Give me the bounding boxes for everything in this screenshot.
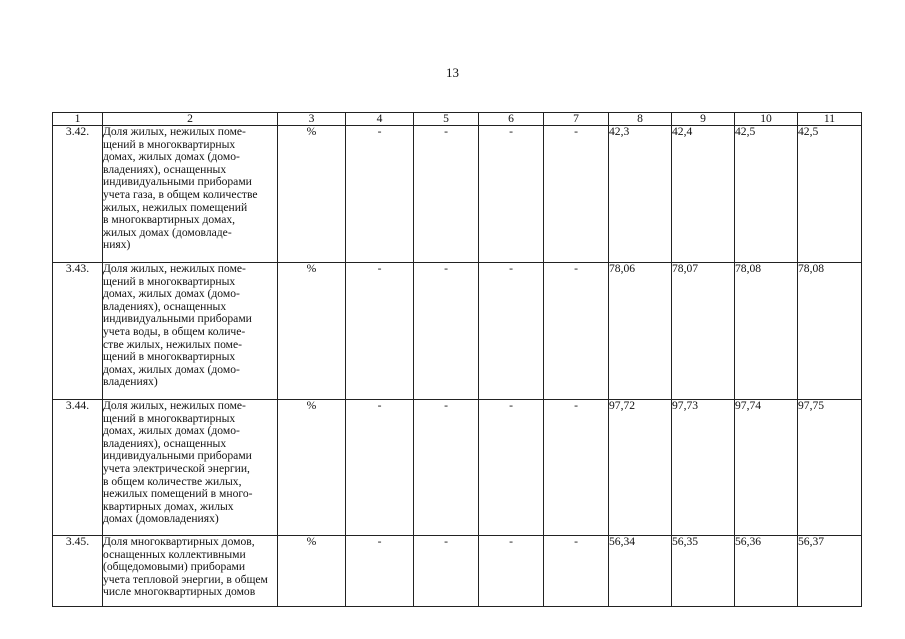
value-cell: 42,4	[672, 126, 735, 263]
indicator-name-line: учета газа, в общем количестве	[103, 187, 258, 201]
value-cell: -	[479, 400, 544, 536]
column-header: 6	[479, 113, 544, 126]
indicator-name-line: квартирных домах, жилых	[103, 499, 234, 513]
value-cell: 56,34	[609, 536, 672, 607]
page-number: 13	[446, 65, 459, 80]
column-header: 4	[346, 113, 414, 126]
indicator-name-line: домах, жилых домах (домо-	[103, 287, 240, 301]
value-cell: 42,3	[609, 126, 672, 263]
indicator-name-line: ниях)	[103, 238, 131, 252]
value-cell: -	[479, 263, 544, 400]
column-header: 8	[609, 113, 672, 126]
value-cell: 97,75	[798, 400, 862, 536]
value-cell: -	[346, 126, 414, 263]
indicator-name	[103, 263, 278, 400]
value-cell: 56,36	[735, 536, 798, 607]
column-header: 9	[672, 113, 735, 126]
column-number-row	[53, 113, 862, 126]
indicator-name-line: Доля жилых, нежилых поме-	[103, 262, 246, 275]
column-header: 11	[798, 113, 862, 126]
unit-cell: %	[278, 400, 346, 536]
value-cell: -	[544, 536, 609, 607]
value-cell: -	[479, 126, 544, 263]
indicator-name-line: домах, жилых домах (домо-	[103, 362, 240, 376]
row-number: 3.42.	[53, 126, 103, 263]
column-header: 3	[278, 113, 346, 126]
indicator-name-line: стве жилых, нежилых поме-	[103, 337, 243, 351]
indicator-name-line: в общем количестве жилых,	[103, 474, 242, 488]
indicator-name-line: щений в многоквартирных	[103, 137, 236, 151]
indicator-name-line: индивидуальными приборами	[103, 312, 252, 326]
indicator-name-line: в многоквартирных домах,	[103, 213, 236, 227]
value-cell: -	[414, 536, 479, 607]
indicator-name-line: жилых, нежилых помещений	[103, 200, 248, 214]
indicator-name-line: оснащенных коллективными	[103, 547, 246, 561]
value-cell: -	[346, 400, 414, 536]
row-number: 3.44.	[53, 400, 103, 536]
value-cell: 97,73	[672, 400, 735, 536]
value-cell: -	[544, 126, 609, 263]
indicator-name-line: владениях), оснащенных	[103, 299, 227, 313]
indicator-name-line: домах (домовладениях)	[103, 512, 219, 526]
value-cell: -	[479, 536, 544, 607]
indicator-name-line: владениях)	[103, 375, 158, 389]
column-header: 1	[53, 113, 103, 126]
indicator-name-line: учета воды, в общем количе-	[103, 324, 246, 338]
indicator-name-line: домах, жилых домах (домо-	[103, 424, 240, 438]
value-cell: 97,72	[609, 400, 672, 536]
indicator-name-line: индивидуальными приборами	[103, 449, 252, 463]
column-header: 5	[414, 113, 479, 126]
value-cell: 42,5	[735, 126, 798, 263]
indicator-name-line: (общедомовыми) приборами	[103, 560, 246, 574]
value-cell: -	[414, 126, 479, 263]
value-cell: 97,74	[735, 400, 798, 536]
indicator-name-line: владениях), оснащенных	[103, 162, 227, 176]
indicator-name-line: щений в многоквартирных	[103, 274, 236, 288]
table-row	[53, 126, 862, 263]
value-cell: 56,37	[798, 536, 862, 607]
indicator-name-line: Доля жилых, нежилых поме-	[103, 399, 246, 412]
value-cell: 78,06	[609, 263, 672, 400]
value-cell: -	[346, 263, 414, 400]
table-row	[53, 263, 862, 400]
value-cell: -	[544, 400, 609, 536]
row-number: 3.45.	[53, 536, 103, 607]
column-header: 2	[103, 113, 278, 126]
value-cell: 56,35	[672, 536, 735, 607]
indicator-name	[103, 400, 278, 536]
indicator-name-line: щений в многоквартирных	[103, 350, 236, 364]
indicator-name	[103, 126, 278, 263]
indicator-name-line: владениях), оснащенных	[103, 436, 227, 450]
value-cell: 78,08	[735, 263, 798, 400]
value-cell: -	[346, 536, 414, 607]
value-cell: 78,08	[798, 263, 862, 400]
indicator-name	[103, 536, 278, 607]
indicator-name-line: нежилых помещений в много-	[103, 487, 253, 501]
indicator-name-line: жилых домах (домовладе-	[103, 225, 232, 239]
indicator-name-line: Доля жилых, нежилых поме-	[103, 125, 246, 138]
table-row	[53, 400, 862, 536]
indicator-name-line: индивидуальными приборами	[103, 175, 252, 189]
value-cell: 42,5	[798, 126, 862, 263]
indicator-name-line: числе многоквартирных домов	[103, 585, 256, 599]
value-cell: -	[544, 263, 609, 400]
value-cell: 78,07	[672, 263, 735, 400]
indicator-table	[52, 112, 862, 607]
indicator-name-line: учета тепловой энергии, в общем	[103, 572, 268, 586]
unit-cell: %	[278, 536, 346, 607]
table-row	[53, 536, 862, 607]
indicator-name-line: Доля многоквартирных домов,	[103, 535, 255, 548]
column-header: 10	[735, 113, 798, 126]
value-cell: -	[414, 400, 479, 536]
indicator-name-line: учета электрической энергии,	[103, 461, 250, 475]
indicator-name-line: домах, жилых домах (домо-	[103, 150, 240, 164]
unit-cell: %	[278, 263, 346, 400]
indicator-name-line: щений в многоквартирных	[103, 411, 236, 425]
unit-cell: %	[278, 126, 346, 263]
row-number: 3.43.	[53, 263, 103, 400]
column-header: 7	[544, 113, 609, 126]
value-cell: -	[414, 263, 479, 400]
